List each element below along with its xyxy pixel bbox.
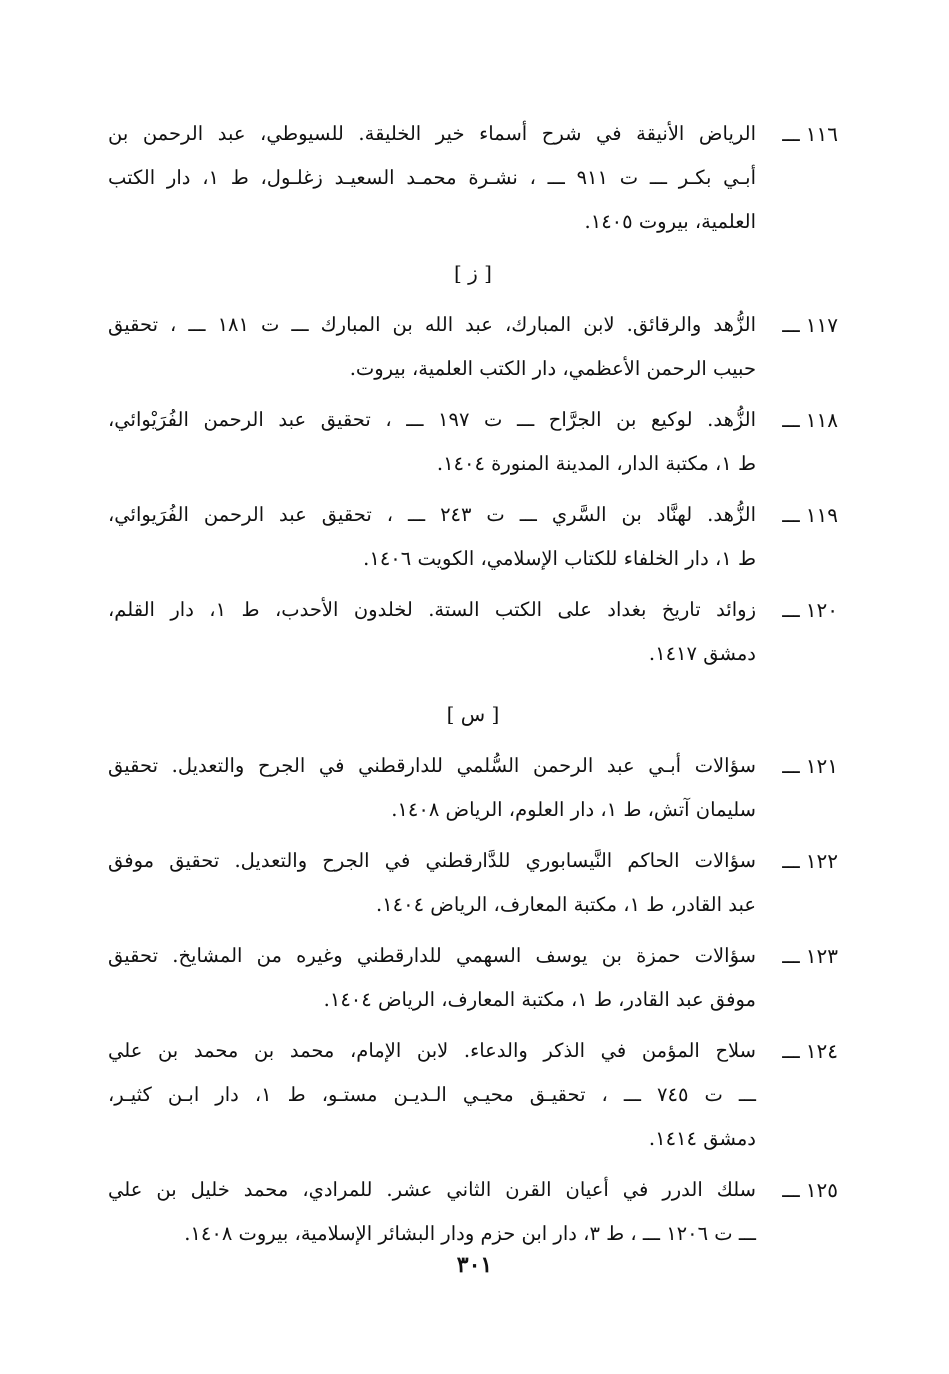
entry-line: دمشق ١٤١٧.	[648, 642, 756, 665]
entry-number: ١١٩ـــ	[782, 503, 838, 527]
entry-text	[108, 303, 756, 391]
entry-line: العلمية، بيروت ١٤٠٥.	[584, 210, 756, 233]
entry-number: ١٢٥ـــ	[782, 1178, 838, 1202]
entry-number: ١٢٣ـــ	[782, 944, 838, 968]
entry-text	[108, 934, 756, 1022]
entry-line: سليمان آتش، ط ١، دار العلوم، الرياض ١٤٠٨.	[391, 798, 756, 821]
entry-text	[108, 1168, 756, 1256]
page-number: ٣٠١	[456, 1252, 493, 1278]
entry-120	[108, 588, 838, 676]
entry-text	[108, 112, 756, 244]
section-heading-seen: [ س ]	[446, 702, 500, 726]
entry-line: موفق عبد القادر، ط ١، مكتبة المعارف، الرياض ١٤٠٤.	[323, 988, 756, 1011]
entry-line: أبـي بكـر ـــ ت ٩١١ ـــ ، نشـرة محمـد السعيـد زغلـول، ط ١، دار الكتب	[108, 166, 756, 189]
section-heading-zay: [ ز ]	[454, 261, 492, 285]
entry-text	[108, 839, 756, 927]
bibliography-page	[108, 112, 838, 1263]
entry-number: ١١٧ـــ	[782, 313, 838, 337]
entry-line: سؤالات الحاكم النَّيسابوري للدَّارقطني في الجرح والتعديل. تحقيق موفق	[108, 849, 756, 872]
entry-line: الرياض الأنيقة في شرح أسماء خير الخليقة. للسيوطي، عبد الرحمن بن	[108, 122, 756, 145]
entry-text	[108, 493, 756, 581]
entry-118	[108, 398, 838, 486]
entry-line: الزُّهد. لهنَّاد بن السَّري ـــ ت ٢٤٣ ـــ ، تحقيق عبد الرحمن الفُرَيوائي،	[108, 503, 756, 526]
entry-number: ١٢٠ـــ	[782, 598, 838, 622]
entry-line: ط ١، دار الخلفاء للكتاب الإسلامي، الكويت ١٤٠٦.	[363, 547, 756, 570]
entry-line: سلاح المؤمن في الذكر والدعاء. لابن الإمام، محمد بن محمد بن علي	[108, 1039, 756, 1062]
entry-122	[108, 839, 838, 927]
entry-number: ١١٦ـــ	[782, 122, 838, 146]
entry-line: زوائد تاريخ بغداد على الكتب الستة. لخلدون الأحدب، ط ١، دار القلم،	[108, 598, 756, 621]
entry-line: عبد القادر، ط ١، مكتبة المعارف، الرياض ١٤٠٤.	[375, 893, 756, 916]
entry-line: دمشق ١٤١٤.	[648, 1127, 756, 1150]
entry-line: الزُّهد والرقائق. لابن المبارك، عبد الله بن المبارك ـــ ت ١٨١ ـــ ، تحقيق	[108, 313, 756, 336]
entry-119	[108, 493, 838, 581]
entry-117	[108, 303, 838, 391]
entry-line: سلك الدرر في أعيان القرن الثاني عشر. للمرادي، محمد خليل بن علي	[108, 1178, 756, 1201]
entry-text	[108, 398, 756, 486]
entry-116	[108, 112, 838, 244]
entry-line: ـــ ت ٧٤٥ ـــ ، تحقيـق محيـي الـديـن مستـو، ط ١، دار ابـن كثيـر،	[108, 1083, 756, 1106]
entry-line: ط ١، مكتبة الدار، المدينة المنورة ١٤٠٤.	[436, 452, 756, 475]
entry-line: حبيب الرحمن الأعظمي، دار الكتب العلمية، بيروت.	[349, 357, 756, 380]
entry-number: ١٢٤ـــ	[782, 1039, 838, 1063]
entry-line: سؤالات أبـي عبد الرحمن السُّلمي للدارقطني في الجرح والتعديل. تحقيق	[108, 754, 756, 777]
entry-text	[108, 588, 756, 676]
entry-123	[108, 934, 838, 1022]
entry-number: ١٢٢ـــ	[782, 849, 838, 873]
entry-number: ١١٨ـــ	[782, 408, 838, 432]
entry-121	[108, 744, 838, 832]
entry-line: الزُّهد. لوكيع بن الجرَّاح ـــ ت ١٩٧ ـــ ، تحقيق عبد الرحمن الفُرَيْوائي،	[108, 408, 756, 431]
entry-number: ١٢١ـــ	[782, 754, 838, 778]
entry-125	[108, 1168, 838, 1256]
entry-text	[108, 744, 756, 832]
entry-124	[108, 1029, 838, 1161]
entry-line: ـــ ت ١٢٠٦ ـــ ، ط ٣، دار ابن حزم ودار البشائر الإسلامية، بيروت ١٤٠٨.	[184, 1222, 756, 1245]
entry-line: سؤالات حمزة بن يوسف السهمي للدارقطني وغيره من المشايخ. تحقيق	[108, 944, 756, 967]
entry-text	[108, 1029, 756, 1161]
